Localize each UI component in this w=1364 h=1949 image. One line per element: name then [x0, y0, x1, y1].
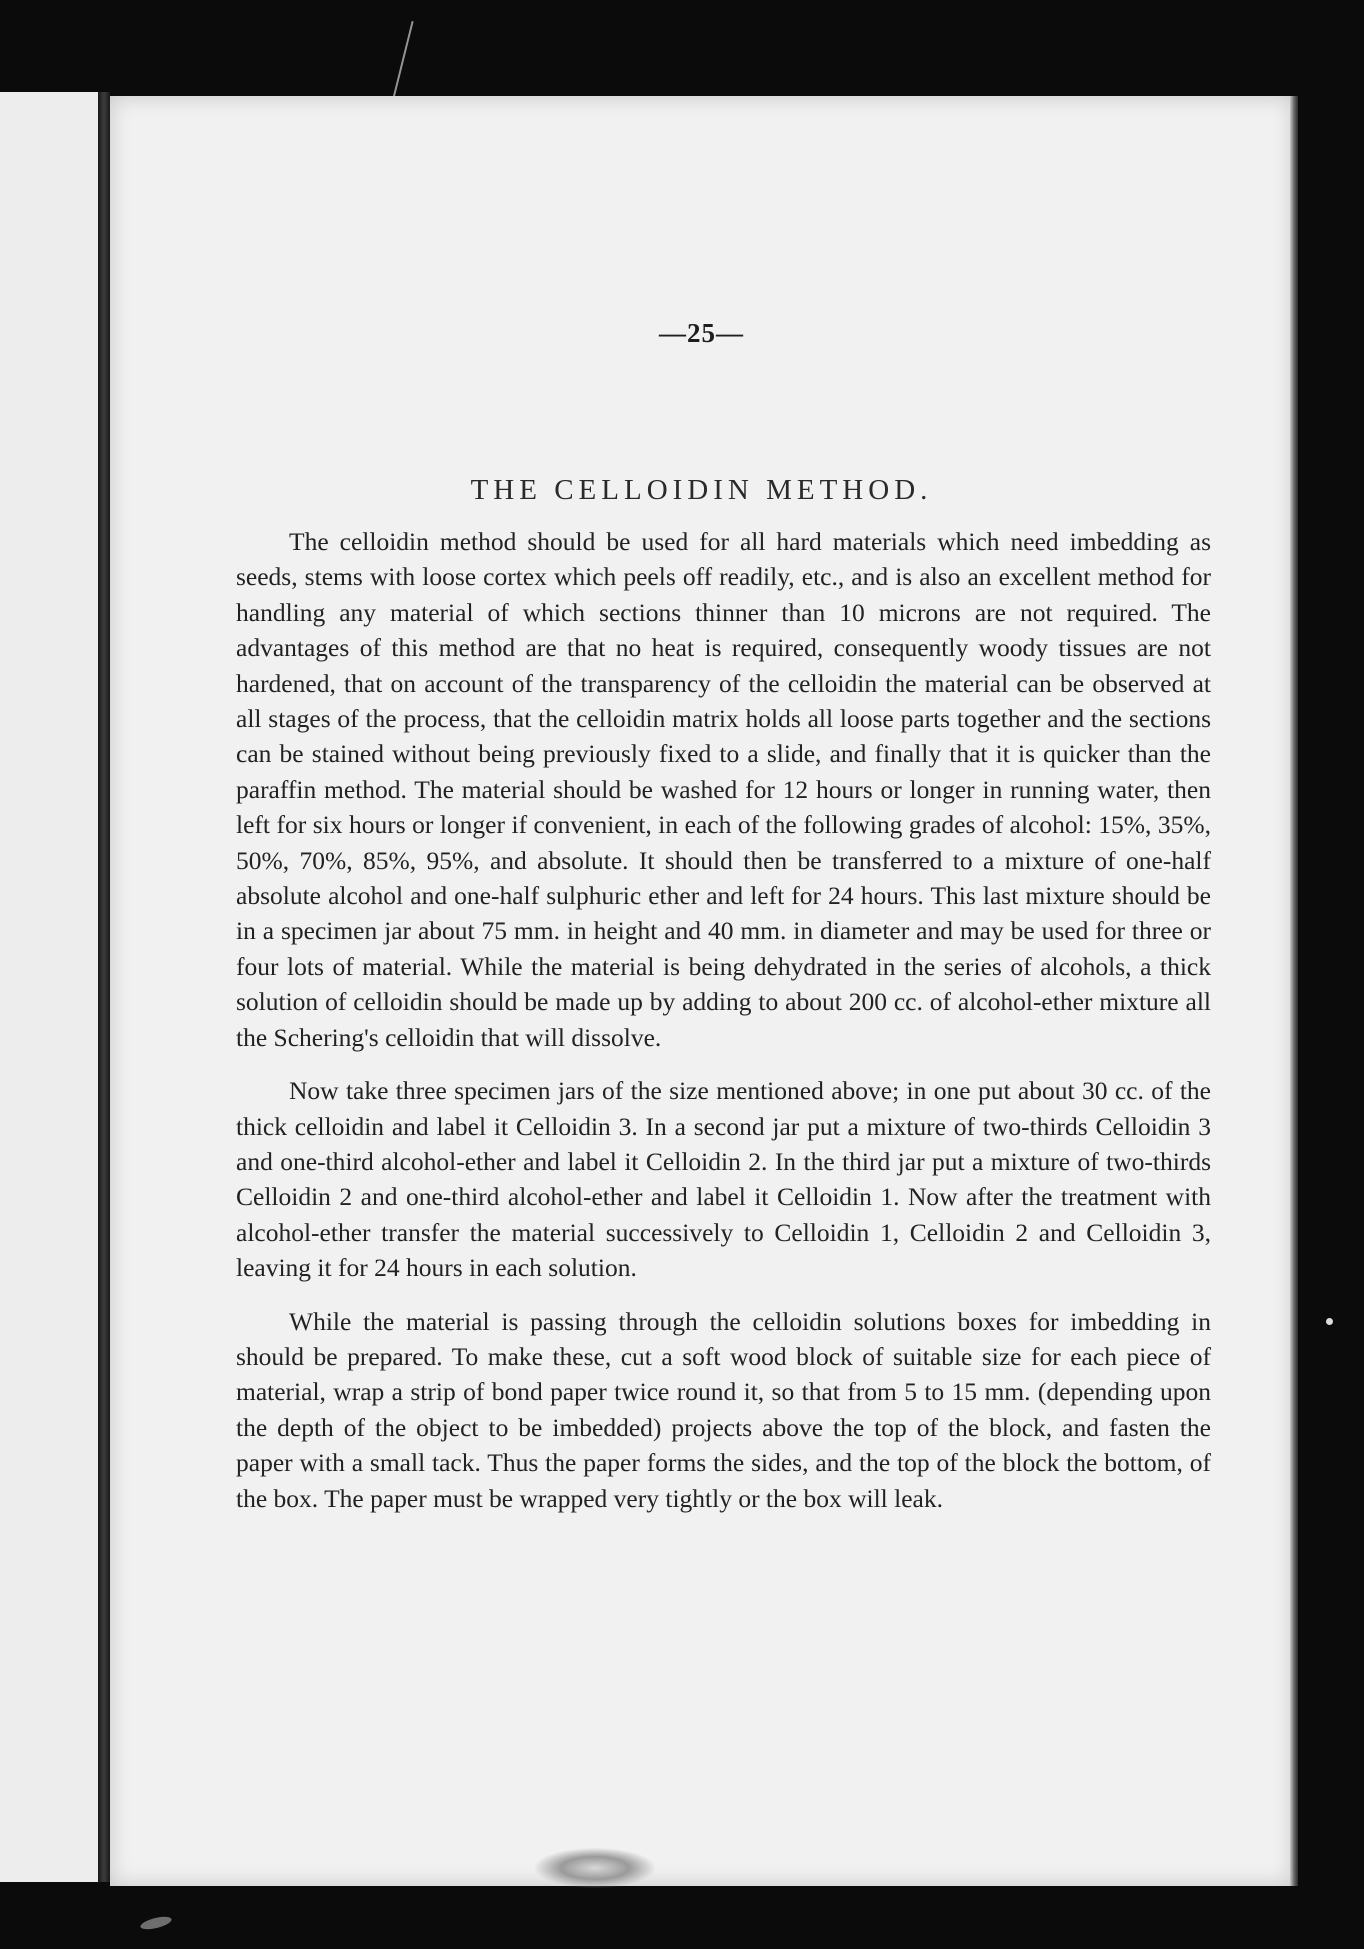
section-title: THE CELLOIDIN METHOD. [470, 474, 933, 506]
binding-mark [535, 1848, 655, 1888]
dust-speck [1326, 1318, 1333, 1325]
page-number: —25— [659, 318, 744, 348]
book-page [110, 96, 1293, 1886]
scan-artifact [139, 1914, 172, 1931]
paragraph: While the material is passing through the celloidin solutions boxes for imbedding in should be prepared. To make these, cut a soft wood block of suitable size for each piece of material, wrap a strip of bond paper twice round it, so that from 5 to 15 mm. (depending upon the depth of the object to be imbedded) projects above the top of the block, and fasten the paper with a small tack. Thus the paper forms the sides, and the top of the block the bottom, of the box. The paper must be wrapped very tightly or the box will leak. [236, 1306, 1211, 1513]
page-right-edge [1290, 96, 1298, 1886]
book-gutter [98, 92, 110, 1882]
film-scratch [392, 21, 413, 99]
body-text [236, 524, 1211, 1516]
paragraph: The celloidin method should be used for all hard materials which need imbedding as seeds, stems with loose cortex which peels off readily, etc., and is also an excellent method for handling any material of which sections thinner than 10 microns are not required. The advantages of this method are that no heat is required, consequently woody tissues are not hardened, that on account of the transparency of the celloidin the material can be observed at all stages of the process, that the celloidin matrix holds all loose parts together and the sections can be stained without being previously fixed to a slide, and finally that it is quicker than the paraffin method. The material should be washed for 12 hours or longer in running water, then left for six hours or longer if convenient, in each of the following grades of alcohol: 15%, 35%, 50%, 70%, 85%, 95%, and absolute. It should then be transferred to a mixture of one-half absolute alcohol and one-half sulphuric ether and left for 24 hours. This last mixture should be in a specimen jar about 75 mm. in height and 40 mm. in diameter and may be used for three or four lots of material. While the material is being dehydrated in the series of alcohols, a thick solution of celloidin should be made up by adding to about 200 cc. of alcohol-ether mixture all the Schering's celloidin that will dissolve. [236, 527, 1211, 1052]
facing-page-edge [0, 92, 100, 1882]
paragraph: Now take three specimen jars of the size mentioned above; in one put about 30 cc. of the thick celloidin and label it Celloidin 3. In a second jar put a mixture of two-thirds Celloidin 3 and one-third alcohol-ether and label it Celloidin 2. In the third jar put a mixture of two-thirds Celloidin 2 and one-third alcohol-ether and label it Celloidin 1. Now after the treatment with alcohol-ether transfer the material successively to Celloidin 1, Celloidin 2 and Celloidin 3, leaving it for 24 hours in each solution. [236, 1076, 1211, 1283]
